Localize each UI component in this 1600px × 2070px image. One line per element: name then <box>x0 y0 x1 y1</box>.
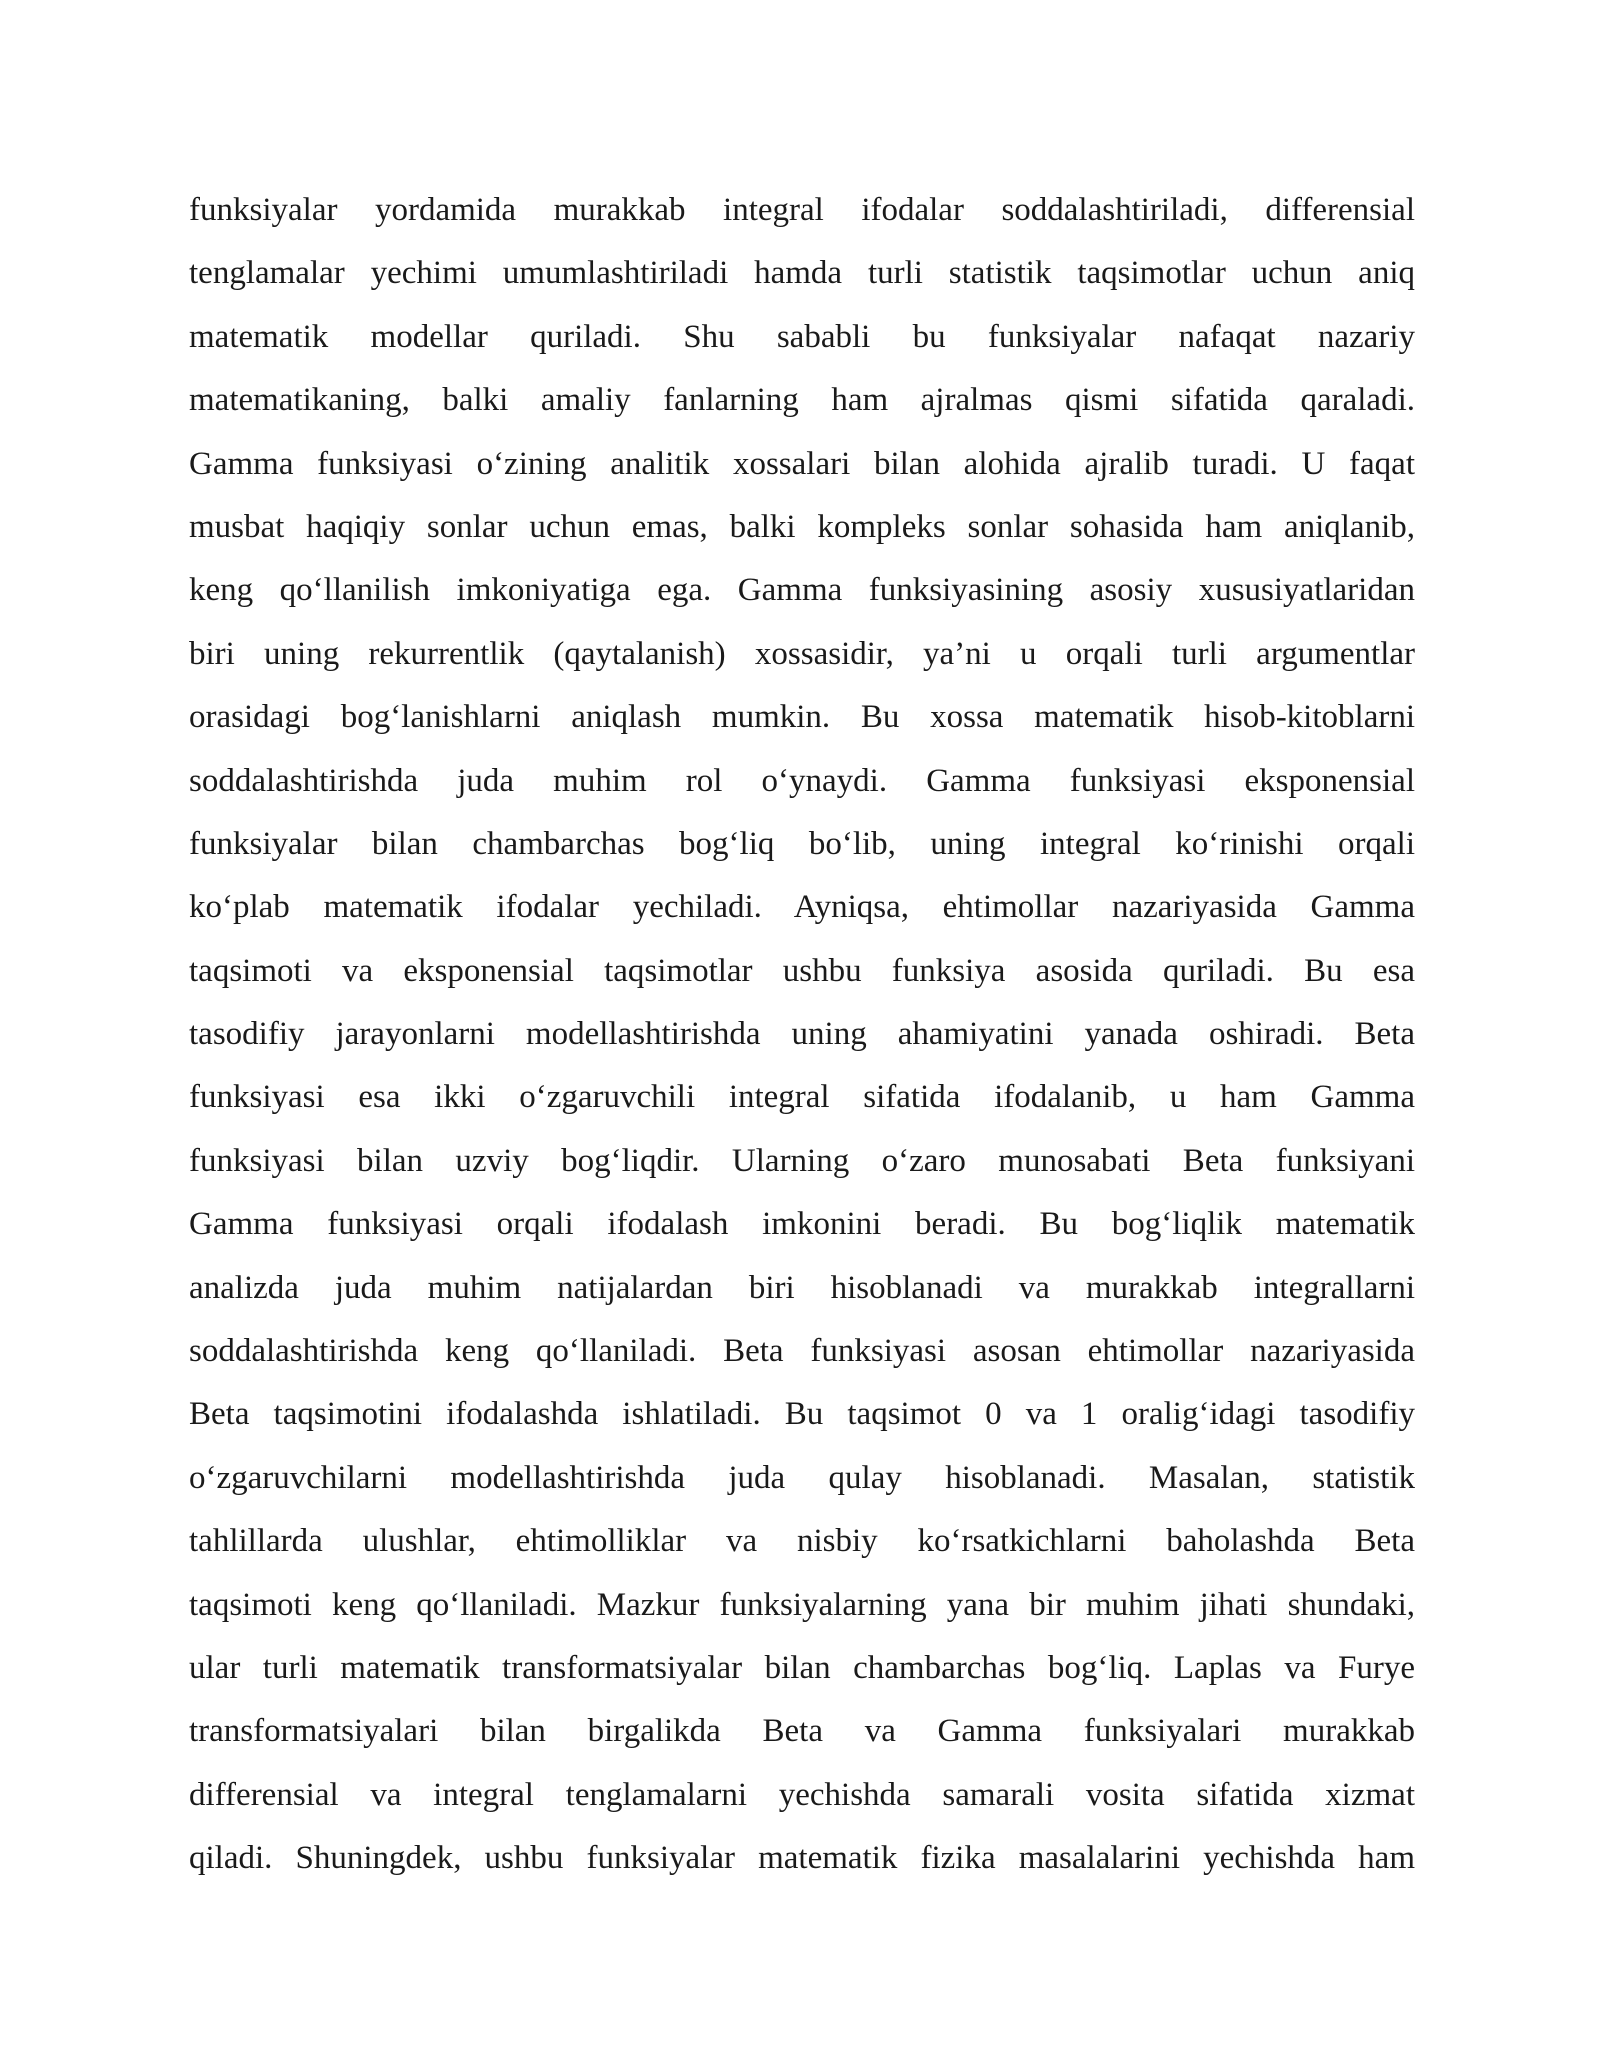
text-line: soddalashtirishda juda muhim rol o‘ynaydi. Gamma funksiyasi eksponensial <box>189 762 1415 799</box>
text-line: musbat haqiqiy sonlar uchun emas, balki kompleks sonlar sohasida ham aniqlanib, <box>189 508 1415 545</box>
text-line: funksiyasi esa ikki o‘zgaruvchili integral sifatida ifodalanib, u ham Gamma <box>189 1079 1415 1116</box>
text-line: matematik modellar quriladi. Shu sababli bu funksiyalar nafaqat nazariy <box>189 318 1415 355</box>
text-line: orasidagi bog‘lanishlarni aniqlash mumkin. Bu xossa matematik hisob-kitoblarni <box>189 699 1415 736</box>
text-line: transformatsiyalari bilan birgalikda Beta va Gamma funksiyalari murakkab <box>189 1713 1415 1750</box>
text-line: matematikaning, balki amaliy fanlarning ham ajralmas qismi sifatida qaraladi. <box>189 382 1415 419</box>
text-line: taqsimoti va eksponensial taqsimotlar ushbu funksiya asosida quriladi. Bu esa <box>189 952 1415 989</box>
text-line: differensial va integral tenglamalarni yechishda samarali vosita sifatida xizmat <box>189 1776 1415 1813</box>
body-paragraph <box>189 186 1415 1898</box>
text-line: keng qo‘llanilish imkoniyatiga ega. Gamma funksiyasining asosiy xususiyatlaridan <box>189 572 1415 609</box>
text-line: funksiyalar yordamida murakkab integral ifodalar soddalashtiriladi, differensial <box>189 192 1415 228</box>
text-line: soddalashtirishda keng qo‘llaniladi. Beta funksiyasi asosan ehtimollar nazariyasida <box>189 1333 1415 1370</box>
text-line: o‘zgaruvchilarni modellashtirishda juda qulay hisoblanadi. Masalan, statistik <box>189 1459 1415 1496</box>
text-line: ko‘plab matematik ifodalar yechiladi. Ayniqsa, ehtimollar nazariyasida Gamma <box>189 889 1415 926</box>
text-line: Gamma funksiyasi o‘zining analitik xossalari bilan alohida ajralib turadi. U faqat <box>189 445 1415 482</box>
text-line: tenglamalar yechimi umumlashtiriladi hamda turli statistik taqsimotlar uchun aniq <box>189 255 1415 292</box>
text-line: qiladi. Shuningdek, ushbu funksiyalar matematik fizika masalalarini yechishda ham <box>189 1840 1415 1877</box>
text-line: funksiyasi bilan uzviy bog‘liqdir. Ularning o‘zaro munosabati Beta funksiyani <box>189 1142 1415 1179</box>
text-line: Gamma funksiyasi orqali ifodalash imkonini beradi. Bu bog‘liqlik matematik <box>189 1206 1415 1243</box>
text-line: taqsimoti keng qo‘llaniladi. Mazkur funksiyalarning yana bir muhim jihati shundaki, <box>189 1586 1415 1623</box>
text-line: funksiyalar bilan chambarchas bog‘liq bo‘lib, uning integral ko‘rinishi orqali <box>189 825 1415 862</box>
text-line: Beta taqsimotini ifodalashda ishlatiladi. Bu taqsimot 0 va 1 oralig‘idagi tasodifiy <box>189 1396 1415 1433</box>
text-line: tasodifiy jarayonlarni modellashtirishda uning ahamiyatini yanada oshiradi. Beta <box>189 1016 1415 1053</box>
text-line: biri uning rekurrentlik (qaytalanish) xossasidir, ya’ni u orqali turli argumentlar <box>189 635 1415 672</box>
text-line: analizda juda muhim natijalardan biri hisoblanadi va murakkab integrallarni <box>189 1269 1415 1306</box>
text-line: tahlillarda ulushlar, ehtimolliklar va nisbiy ko‘rsatkichlarni baholashda Beta <box>189 1523 1415 1560</box>
text-line: ular turli matematik transformatsiyalar bilan chambarchas bog‘liq. Laplas va Furye <box>189 1649 1415 1686</box>
